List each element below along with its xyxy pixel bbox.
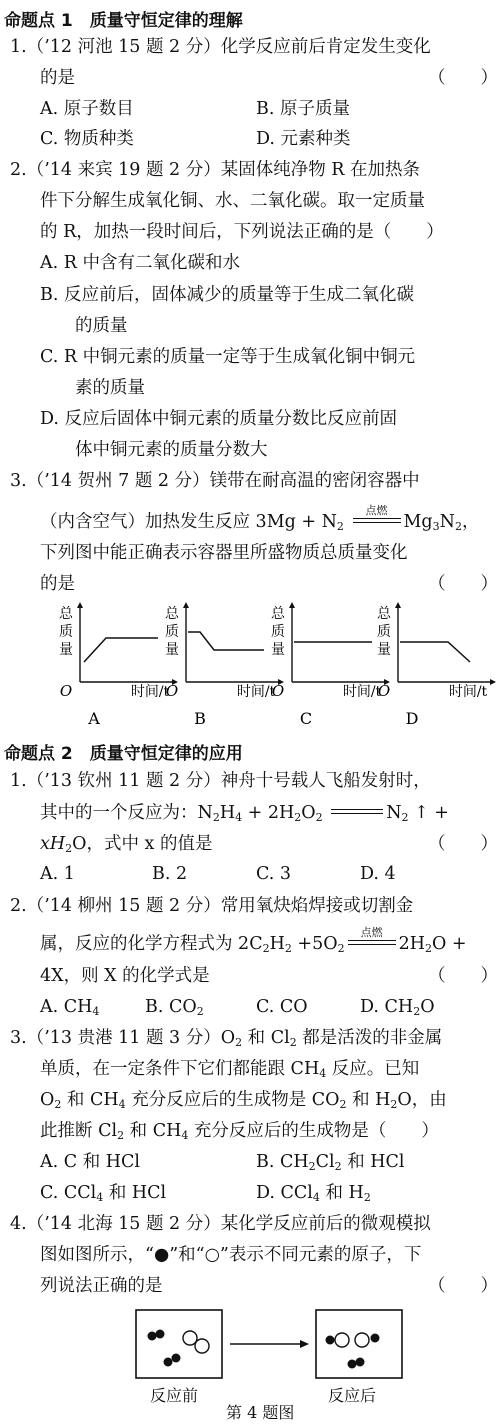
- question-3-line-3: 下列图中能正确表示容器里所盛物质总质量变化: [40, 543, 408, 563]
- before-molecules: [148, 1330, 210, 1367]
- question-3-line-4: 此推断 $Cl_2$ 和 $CH_4$ 充分反应后的生成物是（ ）: [40, 1121, 439, 1142]
- question-4-line-1: 4.（’14 北海 15 题 2 分）某化学反应前后的微观模拟: [10, 1214, 431, 1234]
- question-3-line-4: 的是: [40, 574, 75, 594]
- question-3-line-2: （内含空气）加热发生反应 $3Mg + N_2$ 点燃 $Mg_3N_2$，: [40, 504, 480, 533]
- reaction-condition-arrow: 点燃: [353, 511, 401, 529]
- y-axis-label: 质: [165, 624, 179, 640]
- option-c: C. R 中铜元素的质量一定等于生成氧化铜中铜元: [40, 347, 416, 367]
- option-a: A. 原子数目: [40, 99, 134, 119]
- answer-paren: （ ）: [428, 966, 498, 986]
- option-b: B. 反应前后，固体减少的质量等于生成二氧化碳: [40, 285, 414, 305]
- option-a: A. $CH_4$: [40, 997, 100, 1018]
- y-axis-label: 质: [59, 624, 73, 640]
- figure-caption: 第 4 题图: [226, 1403, 295, 1422]
- series-line: [84, 638, 158, 662]
- option-d-cont: 体中铜元素的质量分数大: [75, 440, 268, 460]
- option-c: C. CCl$_4$ 和 HCl: [40, 1183, 167, 1204]
- y-axis-arrow: [183, 602, 189, 608]
- question-3-line-2: 单质，在一定条件下它们都能跟 $CH_4$ 反应。已知: [40, 1059, 420, 1080]
- y-axis-arrow: [289, 602, 295, 608]
- y-axis-label: 量: [59, 642, 73, 658]
- label-before: 反应前: [150, 1386, 199, 1405]
- option-c: C. 物质种类: [40, 129, 134, 149]
- option-b: B. 原子质量: [256, 99, 350, 119]
- x-axis-label: 时间/t: [236, 684, 276, 700]
- question-2-line-1: 2.（’14 柳州 15 题 2 分）常用氧炔焰焊接或切割金: [10, 896, 414, 916]
- x-axis-arrow: [490, 679, 496, 685]
- question-1-line-1: 1.（’12 河池 15 题 2 分）化学反应前后肯定发生变化: [10, 37, 431, 57]
- origin-label: O: [377, 682, 391, 700]
- question-4-line-2: 图如图所示，“●”和“○”表示不同元素的原子，下: [40, 1245, 422, 1265]
- section-title-2: 命题点 2 质量守恒定律的应用: [4, 744, 243, 764]
- x-axis-label: 时间/t: [448, 684, 488, 700]
- question-3-line-3: $O_2$ 和 $CH_4$ 充分反应后的生成物是 $CO_2$ 和 $H_2O$，由: [40, 1090, 447, 1111]
- option-d: D. 元素种类: [256, 129, 351, 149]
- option-d: D. 反应后固体中铜元素的质量分数比反应前固: [40, 409, 398, 429]
- y-axis-label: 总: [271, 606, 285, 622]
- option-d: D. CCl$_4$ 和 $H_2$: [256, 1183, 371, 1204]
- y-axis-label: 量: [377, 642, 391, 658]
- option-b: B. $CH_2Cl_2$ 和 HCl: [256, 1152, 405, 1173]
- question-1-line-1: 1.（’13 钦州 11 题 2 分）神舟十号载人飞船发射时，: [10, 771, 431, 791]
- after-molecules: [326, 1333, 380, 1369]
- question-3-line-1: 3.（’14 贺州 7 题 2 分）镁带在耐高温的密闭容器中: [10, 471, 420, 491]
- option-c: C. CO: [256, 997, 308, 1017]
- series-line: [400, 642, 470, 662]
- question-2-line-2: 属，反应的化学方程式为 $2C_2H_2 +5O_2$ 点燃 $2H_2O$ +: [40, 926, 467, 955]
- option-d: D. 4: [360, 864, 396, 884]
- answer-paren: （ ）: [428, 574, 498, 594]
- label-after: 反应后: [328, 1386, 377, 1405]
- question-1-line-2: 其中的一个反应为：$N_2H_4 + 2H_2O_2$ $N_2$ ↑ +: [40, 803, 449, 824]
- origin-label: O: [59, 682, 73, 700]
- y-axis-label: 总: [377, 606, 391, 622]
- option-c-cont: 素的质量: [75, 378, 145, 398]
- option-b: B. 2: [152, 864, 188, 884]
- question-2-line-3: 4X，则 X 的化学式是: [40, 966, 210, 986]
- option-b: B. $CO_2$: [145, 997, 204, 1018]
- question-1-line-3: $xH_2O$，式中 x 的值是: [40, 834, 213, 855]
- answer-paren: （ ）: [428, 68, 498, 88]
- chart-letter: D: [405, 709, 419, 728]
- option-c: C. 3: [256, 864, 292, 884]
- y-axis-label: 总: [59, 606, 73, 622]
- y-axis-arrow: [77, 602, 83, 608]
- option-a: A. 1: [40, 864, 75, 884]
- y-axis-label: 量: [165, 642, 179, 658]
- x-axis-label: 时间/t: [130, 684, 170, 700]
- x-axis-label: 时间/t: [342, 684, 382, 700]
- option-d: D. $CH_2O$: [360, 997, 435, 1018]
- chart-letter: A: [88, 709, 100, 728]
- question-2-line-2: 件下分解生成氧化铜、水、二氧化碳。取一定质量: [40, 191, 425, 211]
- y-axis-arrow: [395, 602, 401, 608]
- y-axis-label: 总: [165, 606, 179, 622]
- origin-label: O: [165, 682, 179, 700]
- mass-time-charts: [40, 602, 500, 738]
- answer-paren: （ ）: [428, 1276, 498, 1296]
- origin-label: O: [271, 682, 285, 700]
- option-a: A. R 中含有二氧化碳和水: [40, 253, 241, 273]
- series-line: [188, 632, 264, 650]
- option-a: A. C 和 HCl: [40, 1152, 141, 1172]
- answer-paren: （ ）: [428, 834, 498, 854]
- reaction-condition-arrow: 点燃: [348, 933, 396, 951]
- question-2-line-1: 2.（’14 来宾 19 题 2 分）某固体纯净物 R 在加热条: [10, 160, 421, 180]
- y-axis-label: 量: [271, 642, 285, 658]
- chart-letter: C: [299, 709, 313, 728]
- y-axis-label: 质: [271, 624, 285, 640]
- equals-sign: [331, 802, 383, 820]
- option-b-cont: 的质量: [75, 316, 128, 336]
- question-3-line-1: 3.（’13 贵港 11 题 3 分）$O_2$ 和 $Cl_2$ 都是活泼的非金属: [10, 1028, 443, 1049]
- question-1-line-2: 的是: [40, 68, 75, 88]
- section-title-1: 命题点 1 质量守恒定律的理解: [4, 11, 243, 31]
- question-2-line-3: 的 R，加热一段时间后，下列说法正确的是（ ）: [40, 222, 444, 242]
- y-axis-label: 质: [377, 624, 391, 640]
- chart-letter: B: [194, 709, 206, 728]
- question-4-line-3: 列说法正确的是: [40, 1276, 163, 1296]
